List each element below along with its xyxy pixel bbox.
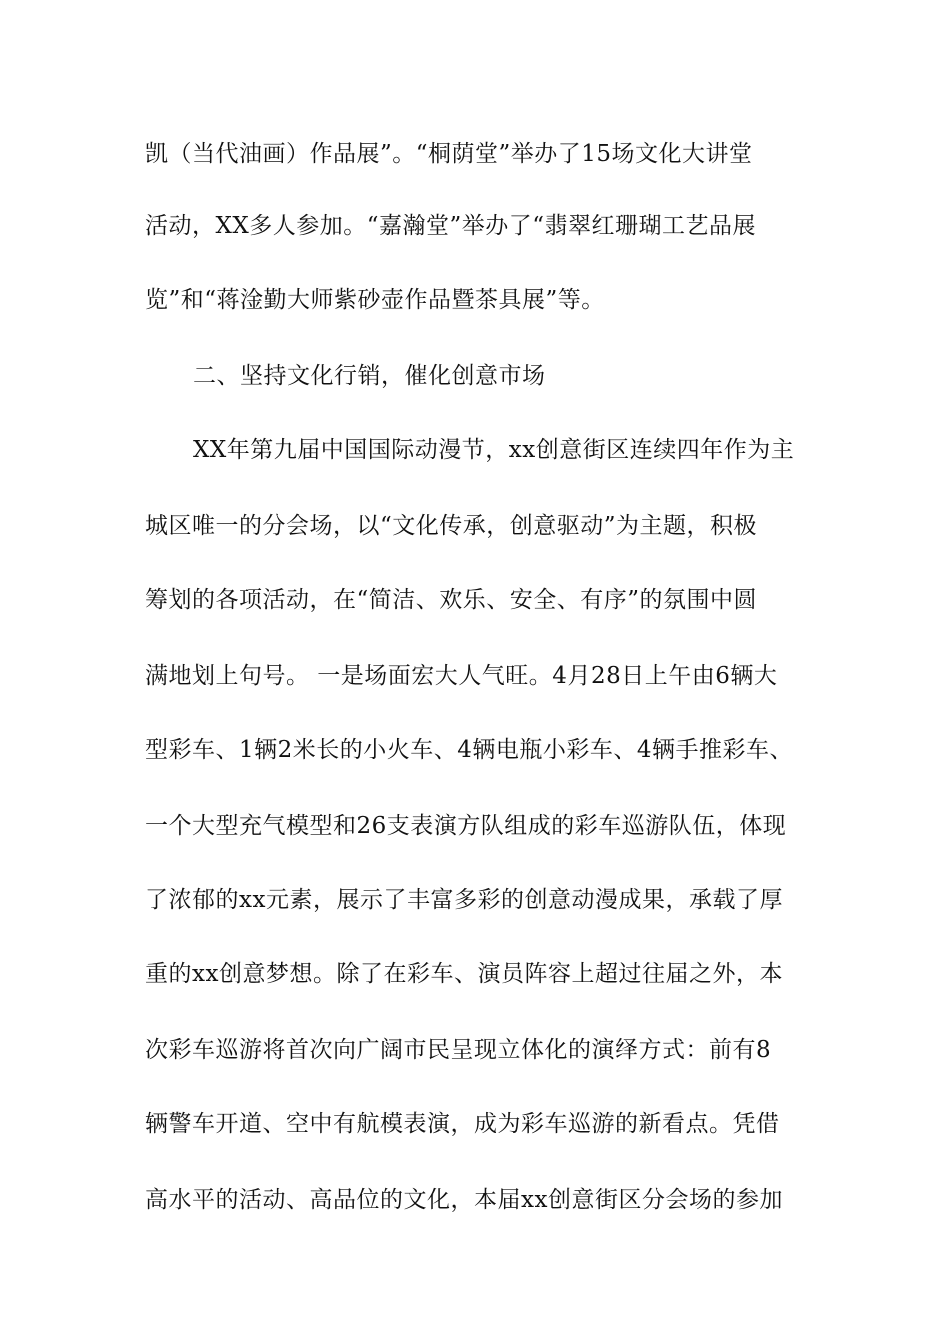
section-heading: 二、坚持文化行销，催化创意市场 — [193, 363, 546, 389]
text-line-12: 重的xx创意梦想。除了在彩车、演员阵容上超过往届之外，本 — [145, 961, 783, 987]
text-line-3: 览”和“蒋淦勤大师紫砂壶作品暨茶具展”等。 — [145, 287, 605, 313]
text-line-14: 辆警车开道、空中有航模表演，成为彩车巡游的新看点。凭借 — [145, 1111, 780, 1137]
text-line-10: 一个大型充气模型和26支表演方队组成的彩车巡游队伍，体现 — [145, 813, 787, 839]
text-line-6: 城区唯一的分会场，以“文化传承，创意驱动”为主题，积极 — [145, 513, 758, 539]
text-line-8: 满地划上句号。 一是场面宏大人气旺。4月28日上午由6辆大 — [145, 663, 778, 689]
text-line-9: 型彩车、1辆2米长的小火车、4辆电瓶小彩车、4辆手推彩车、 — [145, 737, 794, 763]
text-line-5: XX年第九届中国国际动漫节，xx创意街区连续四年作为主 — [193, 437, 795, 463]
text-line-15: 高水平的活动、高品位的文化，本届xx创意街区分会场的参加 — [145, 1187, 783, 1213]
text-line-1: 凯（当代油画）作品展”。“桐荫堂”举办了15场文化大讲堂 — [145, 141, 753, 167]
text-line-11: 了浓郁的xx元素，展示了丰富多彩的创意动漫成果，承载了厚 — [145, 887, 783, 913]
text-line-13: 次彩车巡游将首次向广阔市民呈现立体化的演绎方式：前有8 — [145, 1037, 772, 1063]
text-line-2: 活动，XX多人参加。“嘉瀚堂”举办了“翡翠红珊瑚工艺品展 — [145, 213, 757, 239]
text-line-7: 筹划的各项活动，在“简洁、欢乐、安全、有序”的氛围中圆 — [145, 587, 758, 613]
